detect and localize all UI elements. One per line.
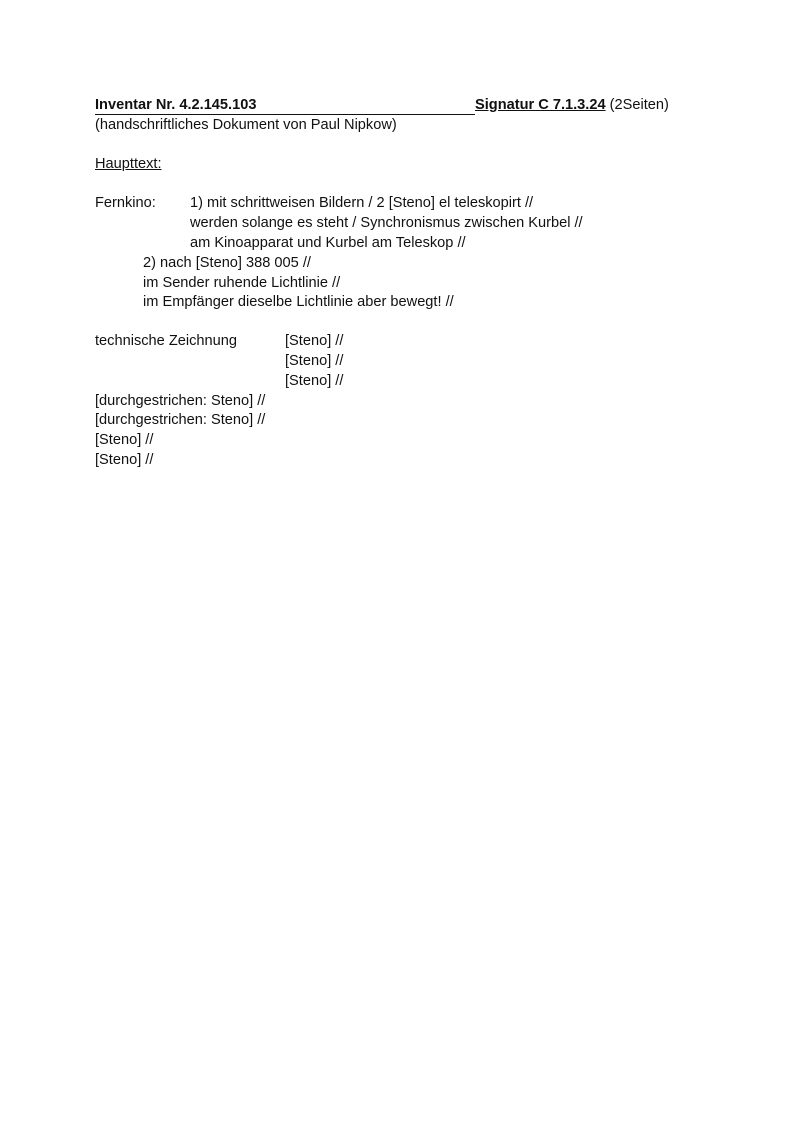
tail-line: [Steno] // xyxy=(95,432,154,448)
fernkino-label: Fernkino: xyxy=(95,195,156,211)
steno-line: [Steno] // xyxy=(285,353,344,369)
steno-line: [Steno] // xyxy=(285,373,344,389)
point2-line: im Empfänger dieselbe Lichtlinie aber bewegt! // xyxy=(143,294,454,310)
signature: Signatur C 7.1.3.24 xyxy=(475,97,606,113)
inventory-number: Inventar Nr. 4.2.145.103 xyxy=(95,95,475,115)
fernkino-line: 1) mit schrittweisen Bildern / 2 [Steno] el teleskopirt // xyxy=(190,195,534,211)
pages-note: (2Seiten) xyxy=(609,97,669,113)
document-subtitle: (handschriftliches Dokument von Paul Nipkow) xyxy=(95,117,397,133)
signature-line xyxy=(475,95,669,115)
point2-line: im Sender ruhende Lichtlinie // xyxy=(143,275,341,291)
section-title: Haupttext: xyxy=(95,156,162,172)
fernkino-line: werden solange es steht / Synchronismus zwischen Kurbel // xyxy=(190,215,583,231)
tail-line: [Steno] // xyxy=(95,452,154,468)
tail-line: [durchgestrichen: Steno] // xyxy=(95,393,266,409)
steno-line: [Steno] // xyxy=(285,333,344,349)
tail-line: [durchgestrichen: Steno] // xyxy=(95,412,266,428)
point2-line: 2) nach [Steno] 388 005 // xyxy=(143,255,311,271)
fernkino-line: am Kinoapparat und Kurbel am Teleskop // xyxy=(190,235,466,251)
technical-drawing-label: technische Zeichnung xyxy=(95,333,237,349)
